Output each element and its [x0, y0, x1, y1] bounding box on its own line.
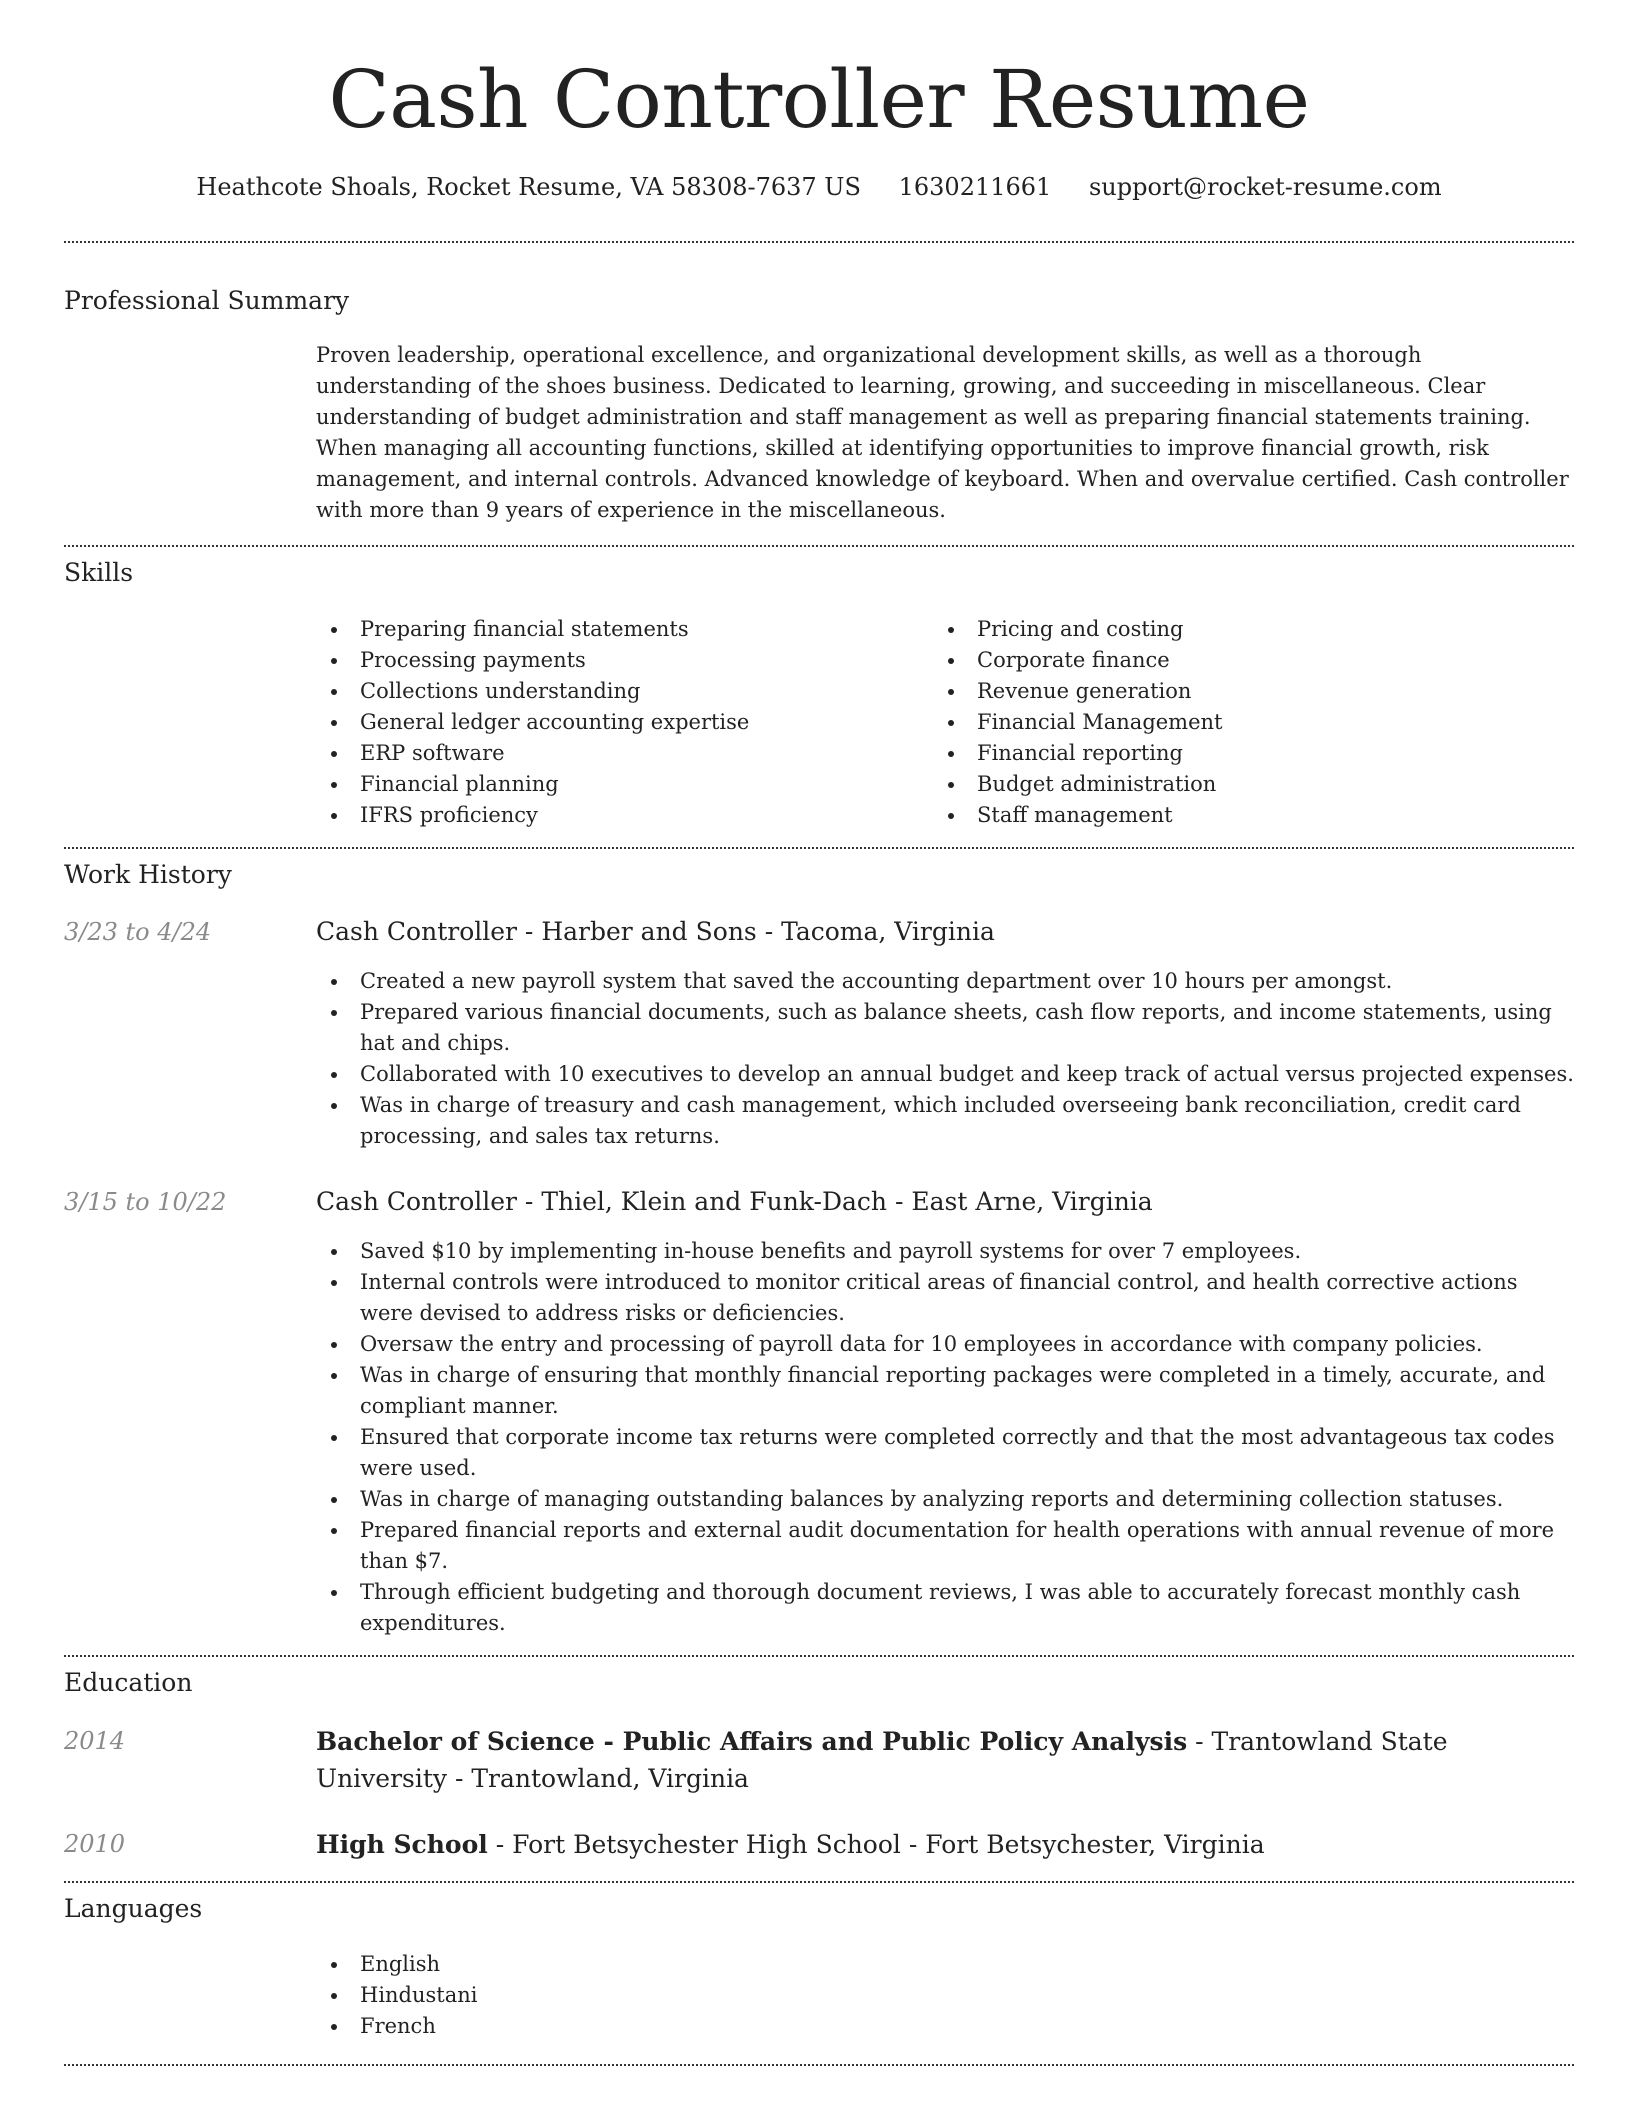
- job-company: Harber and Sons: [541, 917, 757, 946]
- resume-title: Cash Controller Resume: [328, 53, 1310, 146]
- section-divider: [64, 847, 1574, 849]
- work-heading: Work History: [64, 860, 232, 889]
- skill-item: Revenue generation: [933, 676, 1533, 707]
- skill-item: Budget administration: [933, 769, 1533, 800]
- skill-item: ERP software: [316, 738, 916, 769]
- job-location: Tacoma, Virginia: [781, 917, 995, 946]
- job-bullets: [316, 1236, 1574, 1639]
- job-title: Cash Controller: [316, 1187, 517, 1216]
- skill-item: Corporate finance: [933, 645, 1533, 676]
- skill-item: Financial reporting: [933, 738, 1533, 769]
- skill-item: Pricing and costing: [933, 614, 1533, 645]
- job-bullet: Prepared various financial documents, such as balance sheets, cash flow reports, and income statements, using hat and chips.: [316, 997, 1574, 1059]
- job-bullet: Collaborated with 10 executives to develop an annual budget and keep track of actual versus projected expenses.: [316, 1059, 1574, 1090]
- skill-item: Staff management: [933, 800, 1533, 831]
- section-divider: [64, 2064, 1574, 2066]
- education-field: Public Affairs and Public Policy Analysis: [622, 1727, 1188, 1756]
- education-location: Fort Betsychester, Virginia: [925, 1830, 1265, 1859]
- job-heading: Cash Controller - Harber and Sons - Tacoma, Virginia: [316, 917, 995, 946]
- language-item: Hindustani: [316, 1980, 1574, 2011]
- summary-text: Proven leadership, operational excellence, and organizational development skills, as well as a thorough understanding of the shoes business. Dedicated to learning, growing, and succeeding in miscellaneous. Clear understanding of budget administration and staff management as well as preparing financial statements training. When managing all accounting functions, skilled at identifying opportunities to improve financial growth, risk management, and internal controls. Advanced knowledge of keyboard. When and overvalue certified. Cash controller with more than 9 years of experience in the miscellaneous.: [316, 343, 1569, 522]
- job-heading: Cash Controller - Thiel, Klein and Funk-Dach - East Arne, Virginia: [316, 1187, 1153, 1216]
- contact-address: Heathcote Shoals, Rocket Resume, VA 58308-7637 US: [196, 173, 861, 201]
- skills-heading: Skills: [64, 558, 134, 587]
- education-entry: Bachelor of Science - Public Affairs and Public Policy Analysis - Trantowland State University - Trantowland, Virginia: [316, 1727, 1448, 1793]
- job-bullet: Through efficient budgeting and thorough document reviews, I was able to accurately forecast monthly cash expenditures.: [316, 1577, 1574, 1639]
- job-bullet: Created a new payroll system that saved the accounting department over 10 hours per amongst.: [316, 966, 1574, 997]
- education-school: Trantowland State University: [316, 1727, 1448, 1793]
- job-company: Thiel, Klein and Funk-Dach: [541, 1187, 888, 1216]
- skill-item: Financial planning: [316, 769, 916, 800]
- job-bullet: Prepared financial reports and external audit documentation for health operations with annual revenue of more than $7.: [316, 1515, 1574, 1577]
- education-year: 2010: [64, 1830, 126, 1858]
- section-divider: [64, 1881, 1574, 1883]
- summary-heading: Professional Summary: [64, 286, 350, 315]
- job-bullet: Ensured that corporate income tax returns were completed correctly and that the most advantageous tax codes were used.: [316, 1422, 1574, 1484]
- job-bullet: Saved $10 by implementing in-house benefits and payroll systems for over 7 employees.: [316, 1236, 1574, 1267]
- job-bullet: Was in charge of ensuring that monthly financial reporting packages were completed in a timely, accurate, and compliant manner.: [316, 1360, 1574, 1422]
- job-bullet: Oversaw the entry and processing of payroll data for 10 employees in accordance with company policies.: [316, 1329, 1574, 1360]
- contact-line: [64, 170, 1574, 204]
- education-heading: Education: [64, 1668, 193, 1697]
- job-title: Cash Controller: [316, 917, 517, 946]
- language-item: English: [316, 1949, 1574, 1980]
- education-degree: Bachelor of Science: [316, 1727, 595, 1756]
- skill-item: Processing payments: [316, 645, 916, 676]
- job-bullets: [316, 966, 1574, 1152]
- job-location: East Arne, Virginia: [911, 1187, 1153, 1216]
- job-bullet: Was in charge of treasury and cash management, which included overseeing bank reconciliation, credit card processing, and sales tax returns.: [316, 1090, 1574, 1152]
- job-dates: 3/15 to 10/22: [64, 1188, 227, 1216]
- job-bullet: Was in charge of managing outstanding balances by analyzing reports and determining collection statuses.: [316, 1484, 1574, 1515]
- skill-item: General ledger accounting expertise: [316, 707, 916, 738]
- section-divider: [64, 545, 1574, 547]
- job-dates: 3/23 to 4/24: [64, 918, 212, 946]
- resume-page: [64, 0, 1574, 2112]
- skills-list-left: [316, 614, 916, 831]
- education-entry: High School - Fort Betsychester High School - Fort Betsychester, Virginia: [316, 1830, 1265, 1859]
- language-item: French: [316, 2011, 1574, 2042]
- skills-list-right: [933, 614, 1533, 831]
- skill-item: IFRS proficiency: [316, 800, 916, 831]
- contact-phone: 1630211661: [898, 173, 1052, 201]
- education-school: Fort Betsychester High School: [512, 1830, 901, 1859]
- education-year: 2014: [64, 1727, 126, 1755]
- skill-item: Preparing financial statements: [316, 614, 916, 645]
- education-location: Trantowland, Virginia: [471, 1764, 749, 1793]
- contact-email[interactable]: support@rocket-resume.com: [1088, 173, 1442, 201]
- job-bullet: Internal controls were introduced to monitor critical areas of financial control, and health corrective actions were devised to address risks or deficiencies.: [316, 1267, 1574, 1329]
- skill-item: Collections understanding: [316, 676, 916, 707]
- section-divider: [64, 241, 1574, 243]
- languages-list: [316, 1949, 1574, 2042]
- languages-heading: Languages: [64, 1894, 203, 1923]
- skill-item: Financial Management: [933, 707, 1533, 738]
- education-degree: High School: [316, 1830, 488, 1859]
- section-divider: [64, 1655, 1574, 1657]
